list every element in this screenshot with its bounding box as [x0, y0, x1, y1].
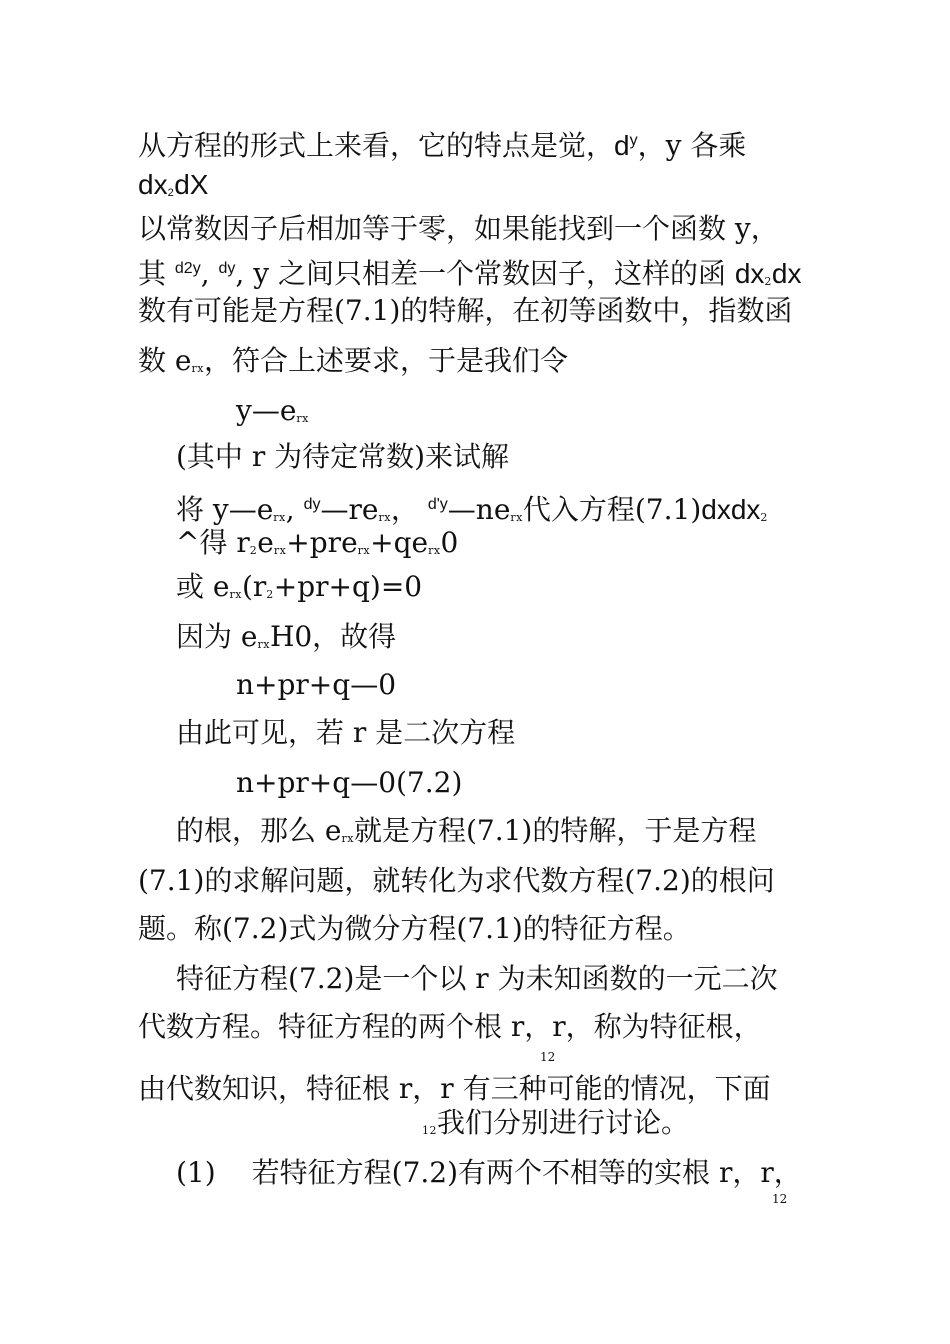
text: 的根，那么 e	[176, 814, 342, 847]
text-line-3	[138, 212, 779, 246]
text-line-22	[422, 1106, 689, 1148]
text: 因为 e	[176, 620, 258, 653]
text: 若特征方程(7.2)有两个不相等的实根 r，r，	[251, 1156, 802, 1189]
text: dx	[138, 169, 168, 200]
text-line-5	[138, 294, 792, 328]
text: +qe	[370, 526, 429, 559]
text: 其	[138, 257, 175, 290]
text: ^得 r	[176, 526, 250, 559]
subscript-note: 12	[540, 1050, 556, 1064]
subscript: rx	[257, 638, 270, 651]
text: +pre	[286, 526, 358, 559]
text: (其中 r 为待定常数)来试解	[176, 440, 510, 473]
subscript: 2	[249, 544, 258, 557]
subscript: 2	[760, 511, 768, 524]
subscript: rx	[191, 362, 204, 375]
text-line-17	[138, 864, 775, 898]
text-line-12	[176, 620, 396, 662]
text-line-23	[176, 1156, 802, 1190]
text: 数 e	[138, 344, 192, 377]
subscript: rx	[296, 412, 309, 425]
superscript: dy	[218, 260, 236, 277]
text: 题。称(7.2)式为微分方程(7.1)的特征方程。	[138, 912, 691, 945]
text: dX	[174, 169, 209, 200]
text: 以常数因子后相加等于零，如果能找到一个函数 y，	[138, 212, 779, 245]
text: 0	[440, 526, 459, 559]
subscript-note: 12	[772, 1192, 788, 1206]
text-line-1	[138, 124, 746, 163]
text: 从方程的形式上来看，它的特点是觉，	[138, 129, 615, 162]
text: e	[257, 526, 274, 559]
text: —re	[320, 493, 379, 526]
text: 将 y—e	[176, 493, 274, 526]
text: 代入方程(7.1)	[522, 493, 702, 526]
text: —ne	[447, 493, 511, 526]
text: n+pr+q—0(7.2)	[236, 766, 463, 799]
text: (1)	[176, 1156, 216, 1189]
text: dx	[734, 258, 765, 289]
text-line-11	[176, 570, 422, 612]
text: 我们分别进行讨论。	[437, 1106, 690, 1139]
superscript: d2y	[174, 260, 201, 277]
text-line-14	[176, 716, 515, 750]
text-line-21	[138, 1072, 771, 1106]
text: 就是方程(7.1)的特解，于是方程	[353, 814, 757, 847]
subscript: rx	[273, 511, 286, 524]
text: d	[614, 130, 630, 161]
subscript: rx	[357, 544, 371, 557]
text: +pr+q)=0	[273, 570, 423, 603]
text: dxdx	[701, 494, 761, 525]
superscript: dy	[303, 496, 321, 513]
superscript: y	[629, 132, 638, 149]
text: y—e	[236, 394, 297, 427]
text-line-4	[138, 252, 802, 299]
text-line-8	[176, 440, 509, 474]
text-line-10	[176, 526, 458, 568]
text-line-6	[138, 344, 568, 386]
text: 代数方程。特征方程的两个根 r，r，称为特征根，	[138, 1010, 762, 1043]
text: H0，故得	[269, 620, 397, 653]
subscript: 2	[266, 588, 274, 601]
text-line-16	[176, 814, 756, 856]
equation-line	[236, 668, 396, 702]
text: , y 之间只相差一个常数因子，这样的函	[235, 257, 735, 290]
subscript: rx	[378, 511, 391, 524]
subscript: rx	[510, 511, 523, 524]
text: 由代数知识，特征根 r，r 有三种可能的情况，下面	[138, 1072, 771, 1105]
text: n+pr+q—0	[236, 668, 397, 701]
text-line-18	[138, 912, 691, 946]
text: ，y 各乘	[637, 129, 747, 162]
text: 由此可见，若 r 是二次方程	[176, 716, 516, 749]
subscript: rx	[341, 832, 354, 845]
text-line-20	[138, 1010, 762, 1044]
subscript: rx	[229, 588, 242, 601]
text: 数有可能是方程(7.1)的特解，在初等函数中，指数函	[138, 294, 793, 327]
text: 或 e	[176, 570, 230, 603]
equation-line	[236, 394, 309, 436]
equation-line	[236, 766, 462, 800]
subscript: rx	[273, 544, 287, 557]
text-line-2	[138, 168, 208, 210]
subscript: 2	[764, 275, 772, 288]
text: ，符合上述要求，于是我们令	[203, 344, 568, 377]
text: ,	[200, 257, 219, 290]
text: (r	[241, 570, 267, 603]
text: ,	[285, 493, 304, 526]
subscript: 2	[167, 187, 175, 199]
subscript: rx	[428, 544, 441, 557]
subscript: 12	[422, 1124, 437, 1137]
text: 特征方程(7.2)是一个以 r 为未知函数的一元二次	[176, 962, 778, 995]
text: (7.1)的求解问题，就转化为求代数方程(7.2)的根问	[138, 864, 775, 897]
text: ，	[390, 493, 428, 526]
text: dx	[771, 258, 802, 289]
superscript: d'y	[427, 496, 448, 513]
text-line-19	[176, 962, 778, 996]
